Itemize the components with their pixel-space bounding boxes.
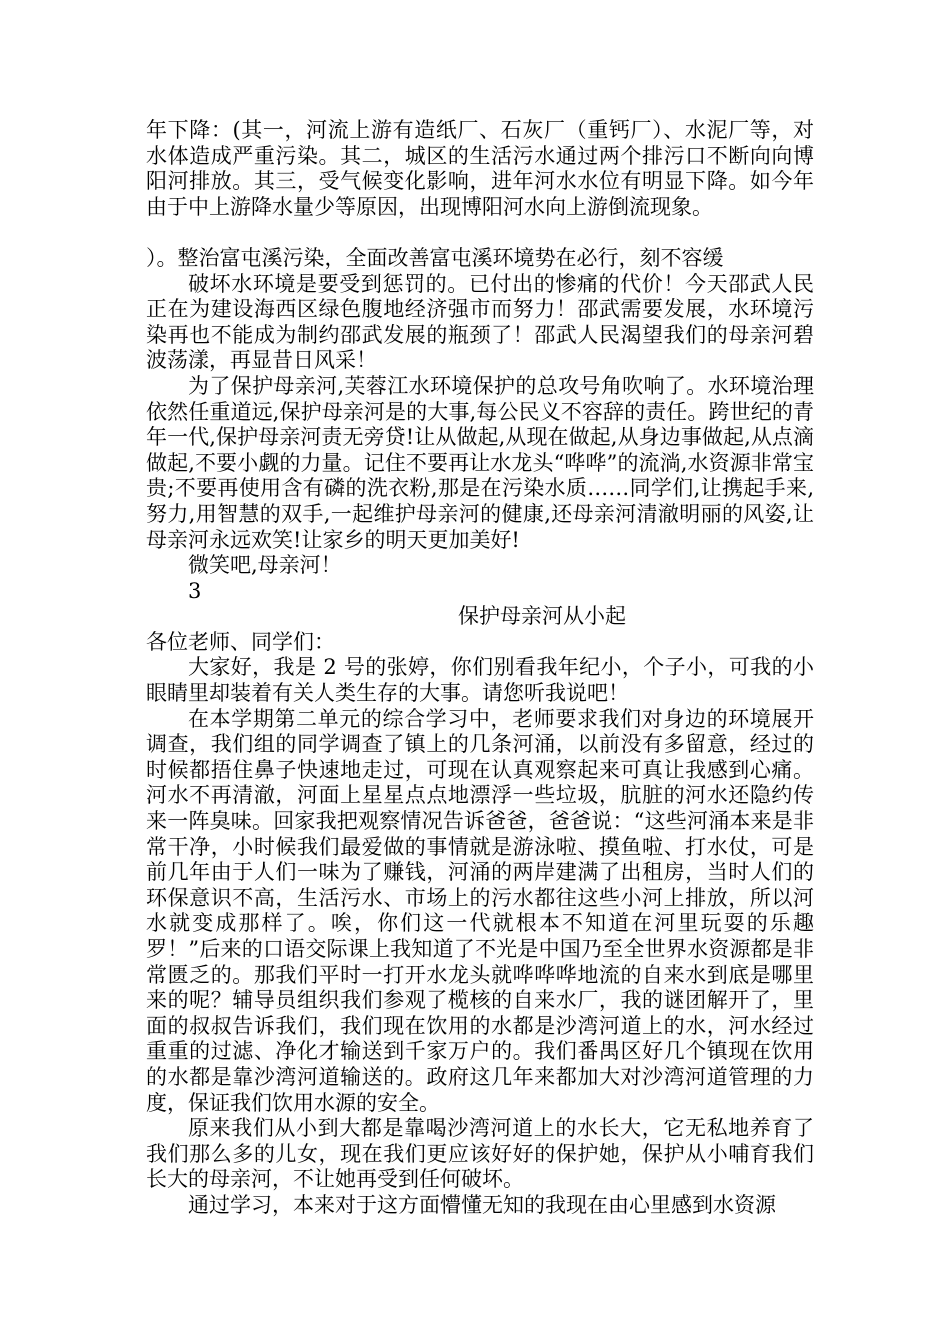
paragraph-protect-mother-river: 为了保护母亲河,芙蓉江水环境保护的总攻号角吹响了。水环境治理依然任重道远,保护母亲河是的大事,每公民义不容辞的责任。跨世纪的青年一代,保护母亲河责无旁贷!让从做起,从现在做起,从身边事做起,从点滴做起,不要小觑的力量。记住不要再让水龙头“哗哗”的流淌,水资源非常宝贵;不要再使用含有磷的洗衣粉,那是在污染水质……同学们,让携起手来,努力,用智慧的双手,一起维护母亲河的健康,还母亲河清澈明丽的风姿,让母亲河永远欢笑!让家乡的明天更加美好! — [146, 373, 814, 552]
section-number: 3 — [188, 578, 202, 603]
salutation: 各位老师、同学们： — [146, 629, 335, 654]
paragraph-futunxi-remediation: ）。整治富屯溪污染，全面改善富屯溪环境势在必行，刻不容缓 — [146, 245, 724, 270]
document-page — [146, 118, 814, 1219]
paragraph-smile-mother-river: 微笑吧,母亲河！ — [188, 553, 342, 578]
paragraph-investigation: 在本学期第二单元的综合学习中，老师要求我们对身边的环境展开调查，我们组的同学调查了镇上的几条河涌，以前没有多留意，经过的时候都捂住鼻子快速地走过，可现在认真观察起来可真让我感到心痛。河水不再清澈，河面上星星点点地漂浮一些垃圾，肮脏的河水还隐约传来一阵臭味。回家我把观察情况告诉爸爸，爸爸说：“这些河涌本来是非常干净，小时候我们最爱做的事情就是游泳啦、摸鱼啦、打水仗，可是前几年由于人们一味为了赚钱，河涌的两岸建满了出租房，当时人们的环保意识不高，生活污水、市场上的污水都往这些小河上排放，所以河水就变成那样了。唉，你们这一代就根本不知道在河里玩耍的乐趣罗！”后来的口语交际课上我知道了不光是中国乃至全世界水资源都是非常匮乏的。那我们平时一打开水龙头就哗哗哗地流的自来水到底是哪里来的呢？辅导员组织我们参观了榄核的自来水厂，我的谜团解开了，里面的叔叔告诉我们，我们现在饮用的水都是沙湾河道上的水，河水经过重重的过滤、净化才输送到千家万户的。我们番禺区好几个镇现在饮用的水都是靠沙湾河道输送的。政府这几年来都加大对沙湾河道管理的力度，保证我们饮用水源的安全。 — [146, 706, 814, 1115]
paragraph-introduction: 大家好，我是 2 号的张婷，你们别看我年纪小，个子小，可我的小眼睛里却装着有关人类生存的大事。请您听我说吧！ — [146, 655, 814, 706]
paragraph-river-nurtures: 原来我们从小到大都是靠喝沙湾河道上的水长大，它无私地养育了我们那么多的儿女，现在我们更应该好好的保护她，保护从小哺育我们长大的母亲河，不让她再受到任何破坏。 — [146, 1116, 814, 1192]
paragraph-shaowu-environment: 破坏水环境是要受到惩罚的。已付出的惨痛的代价！今天邵武人民正在为建设海西区绿色腹地经济强市而努力！邵武需要发展，水环境污染再也不能成为制约邵武发展的瓶颈了！邵武人民渴望我们的母亲河碧波荡漾，再显昔日风采！ — [146, 271, 814, 373]
section-title: 保护母亲河从小起 — [458, 604, 626, 629]
paragraph-river-pollution-causes: 年下降：(其一，河流上游有造纸厂、石灰厂（重钙厂）、水泥厂等，对水体造成严重污染。其二，城区的生活污水通过两个排污口不断向向博阳河排放。其三，受气候变化影响，进年河水水位有明显下降。如今年由于中上游降水量少等原因，出现博阳河水向上游倒流现象。 — [146, 118, 814, 219]
paragraph-conclusion-partial: 通过学习，本来对于这方面懵懂无知的我现在由心里感到水资源 — [188, 1192, 776, 1217]
blank-line — [146, 220, 814, 246]
